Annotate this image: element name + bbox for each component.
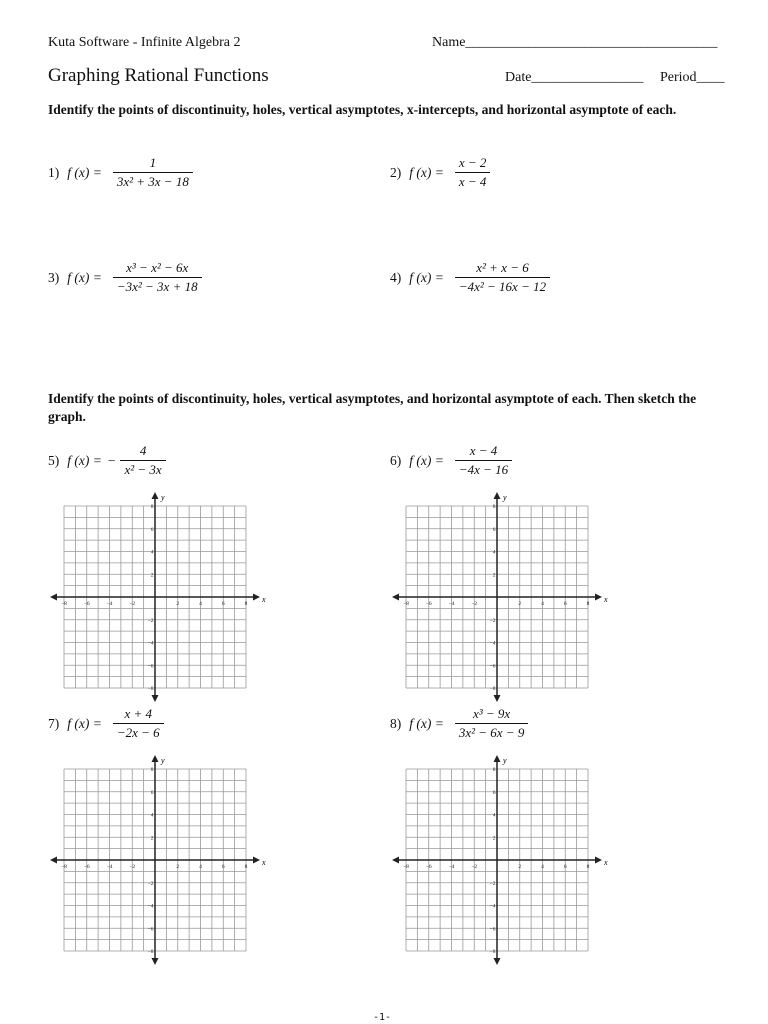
- y-tick-label: −2: [147, 617, 154, 624]
- y-tick-label: −4: [147, 640, 154, 647]
- y-tick-label: 2: [150, 835, 154, 842]
- fraction: [455, 443, 512, 478]
- x-tick-label: 8: [244, 601, 248, 607]
- fraction: [113, 706, 164, 741]
- problem-number: 7): [48, 715, 60, 731]
- name-field[interactable]: Name____________________________________: [432, 35, 718, 50]
- page-number: -1-: [373, 1012, 392, 1023]
- denominator: x² − 3x: [120, 460, 165, 478]
- y-tick-label: −6: [489, 663, 496, 670]
- x-tick-label: −8: [61, 864, 67, 870]
- x-tick-label: −2: [471, 601, 478, 607]
- y-tick-label: 4: [150, 812, 154, 819]
- x-tick-label: −6: [83, 864, 90, 870]
- x-tick-label: −2: [129, 864, 136, 870]
- x-tick-label: 6: [563, 601, 567, 607]
- y-tick-label: 4: [492, 812, 496, 819]
- problem-number: 1): [48, 164, 60, 180]
- x-axis-label: x: [262, 595, 266, 604]
- numerator: x² + x − 6: [476, 260, 529, 275]
- y-tick-label: 4: [492, 549, 496, 556]
- problem-3: [48, 260, 202, 295]
- fraction: [120, 443, 165, 478]
- x-tick-label: 6: [563, 864, 567, 870]
- problem-number: 6): [390, 452, 402, 468]
- x-tick-label: 4: [199, 601, 202, 607]
- x-tick-label: 6: [221, 864, 225, 870]
- y-tick-label: 2: [492, 572, 496, 579]
- x-tick-label: −8: [61, 601, 67, 607]
- y-axis-label: y: [161, 756, 165, 765]
- x-tick-label: −2: [129, 601, 136, 607]
- function-lhs: f (x) =: [409, 715, 444, 731]
- period-field[interactable]: Period____: [660, 70, 725, 85]
- y-tick-label: 8: [150, 767, 154, 773]
- problem-number: 2): [390, 164, 402, 180]
- numerator: 1: [149, 155, 157, 170]
- problem-6: [390, 443, 512, 478]
- y-tick-label: −8: [489, 949, 496, 955]
- problem-number: 4): [390, 269, 402, 285]
- y-tick-label: 2: [150, 572, 154, 579]
- problem-number: 5): [48, 452, 60, 468]
- date-field[interactable]: Date________________: [505, 70, 644, 85]
- coordinate-grid-6[interactable]: [403, 493, 608, 692]
- y-tick-label: 2: [492, 835, 496, 842]
- y-tick-label: −6: [489, 926, 496, 933]
- x-tick-label: 8: [586, 864, 590, 870]
- x-tick-label: 2: [518, 601, 522, 607]
- problem-2: [390, 155, 490, 190]
- x-tick-label: 4: [541, 864, 544, 870]
- x-tick-label: −4: [448, 601, 455, 607]
- y-tick-label: 6: [492, 789, 496, 796]
- x-tick-label: −8: [403, 864, 409, 870]
- y-tick-label: −4: [489, 640, 496, 647]
- denominator: −4x² − 16x − 12: [455, 277, 550, 295]
- function-lhs: f (x) =: [409, 269, 444, 285]
- fraction: [113, 260, 202, 295]
- numerator: 4: [139, 443, 147, 458]
- x-tick-label: −4: [106, 864, 113, 870]
- problem-7: [48, 706, 164, 741]
- denominator: −3x² − 3x + 18: [113, 277, 202, 295]
- x-tick-label: −6: [83, 601, 90, 607]
- denominator: −2x − 6: [113, 723, 164, 741]
- sign: −: [107, 452, 116, 468]
- function-lhs: f (x) =: [67, 269, 102, 285]
- x-tick-label: −8: [403, 601, 409, 607]
- function-lhs: f (x) =: [409, 164, 444, 180]
- numerator: x − 2: [458, 155, 487, 170]
- problem-4: [390, 260, 550, 295]
- fraction: [455, 260, 550, 295]
- y-tick-label: −8: [489, 686, 496, 692]
- problem-number: 8): [390, 715, 402, 731]
- y-axis-label: y: [503, 756, 507, 765]
- function-lhs: f (x) =: [67, 715, 102, 731]
- y-tick-label: 6: [150, 789, 154, 796]
- y-axis-label: y: [503, 493, 507, 502]
- numerator: x + 4: [124, 706, 153, 721]
- section2-instructions: Identify the points of discontinuity, holes, vertical asymptotes, and horizontal asymptote of each. Then sketch the graph.: [48, 391, 697, 424]
- y-tick-label: −2: [147, 880, 154, 887]
- function-lhs: f (x) =: [409, 452, 444, 468]
- x-tick-label: 4: [199, 864, 202, 870]
- y-tick-label: 4: [150, 549, 154, 556]
- problem-8: [390, 706, 528, 741]
- x-axis-label: x: [604, 595, 608, 604]
- fraction: [113, 155, 193, 190]
- numerator: x³ − x² − 6x: [126, 260, 189, 275]
- x-tick-label: 2: [518, 864, 522, 870]
- x-tick-label: 2: [176, 864, 180, 870]
- denominator: 3x² − 6x − 9: [455, 723, 528, 741]
- numerator: x − 4: [469, 443, 498, 458]
- y-tick-label: −2: [489, 880, 496, 887]
- denominator: x − 4: [455, 172, 491, 190]
- x-tick-label: −6: [425, 601, 432, 607]
- y-tick-label: 6: [150, 526, 154, 533]
- x-axis-label: x: [604, 858, 608, 867]
- function-lhs: f (x) =: [67, 452, 102, 468]
- y-tick-label: −8: [147, 686, 154, 692]
- coordinate-grid-7[interactable]: [61, 756, 266, 955]
- x-tick-label: 6: [221, 601, 225, 607]
- y-tick-label: −6: [147, 926, 154, 933]
- denominator: 3x² + 3x − 18: [113, 172, 193, 190]
- x-tick-label: −2: [471, 864, 478, 870]
- y-axis-label: y: [161, 493, 165, 502]
- y-tick-label: −4: [489, 903, 496, 910]
- y-tick-label: −6: [147, 663, 154, 670]
- coordinate-grid-5[interactable]: [61, 493, 266, 692]
- y-tick-label: −4: [147, 903, 154, 910]
- coordinate-grid-8[interactable]: [403, 756, 608, 955]
- problem-5: [48, 443, 166, 478]
- function-lhs: f (x) =: [67, 164, 102, 180]
- worksheet-title: Graphing Rational Functions: [48, 65, 269, 86]
- fraction: [455, 155, 491, 190]
- x-tick-label: 2: [176, 601, 180, 607]
- x-tick-label: −4: [106, 601, 113, 607]
- section1-instructions: Identify the points of discontinuity, holes, vertical asymptotes, x-intercepts, and horizontal asymptote of each.: [48, 102, 677, 117]
- x-tick-label: −6: [425, 864, 432, 870]
- problem-number: 3): [48, 269, 60, 285]
- y-tick-label: −2: [489, 617, 496, 624]
- x-tick-label: 8: [244, 864, 248, 870]
- problem-1: [48, 155, 193, 190]
- x-tick-label: 4: [541, 601, 544, 607]
- denominator: −4x − 16: [455, 460, 512, 478]
- y-tick-label: −8: [147, 949, 154, 955]
- x-axis-label: x: [262, 858, 266, 867]
- x-tick-label: −4: [448, 864, 455, 870]
- y-tick-label: 8: [150, 504, 154, 510]
- fraction: [455, 706, 528, 741]
- y-tick-label: 8: [492, 767, 496, 773]
- x-tick-label: 8: [586, 601, 590, 607]
- y-tick-label: 6: [492, 526, 496, 533]
- y-tick-label: 8: [492, 504, 496, 510]
- publisher-label: Kuta Software - Infinite Algebra 2: [48, 35, 241, 50]
- numerator: x³ − 9x: [472, 706, 511, 721]
